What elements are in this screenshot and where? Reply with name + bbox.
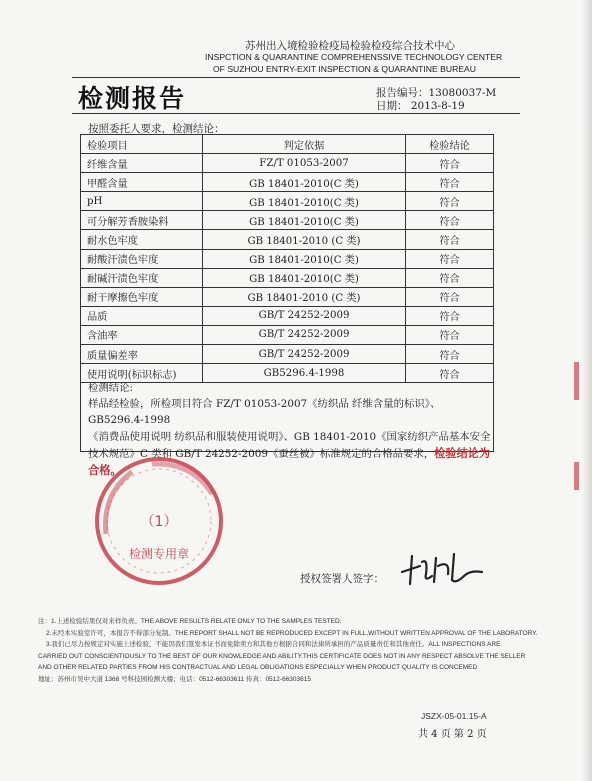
cell-item: 可分解芳香胺染料 [81,211,203,230]
cell-item: 使用说明(标识标志) [81,364,203,383]
note-line: 3.我们已尽力按规定对实施上述检验，不能因我们签发本证书而免除卖方和其他方根据合同和法律所承担的产品质量责任和其他责任。ALL INSPECTIONS ARE [46,641,501,648]
cell-result: 符合 [406,345,494,364]
cell-basis: GB 18401-2010(C 类) [203,249,406,268]
cell-item: 质量偏差率 [81,345,203,364]
cell-item: 纤维含量 [81,154,203,173]
cell-basis: GB 18401-2010(C 类) [203,173,406,192]
header-basis: 判定依据 [203,135,406,154]
cell-result: 符合 [406,325,494,344]
edge-stamp-mark [574,362,579,400]
conclusion-highlight: 检验结论为 [434,445,491,460]
table-row [81,306,494,325]
note-line: 注：1.上述检验结果仅对来样负责。THE ABOVE RESULTS RELATE ONLY TO THE SAMPLES TESTED. [38,618,342,625]
note-line: AND OTHER RELATED PARTIES FROM HIS CONTRACTUAL AND LEGAL OBLIGATIONS ESPECIALLY WHEN PRODUCT QUALITY IS CONCEMED [38,664,478,671]
signature-icon [398,548,490,588]
note-line: 地址：苏州市吴中大道 1368 号科技园检测大楼；电话：0512-66303611 传真：0512-66303615 [38,675,311,683]
table-row [81,287,494,306]
cell-basis: GB/T 24252-2009 [203,325,406,344]
cell-result: 符合 [406,287,494,306]
cell-item: 甲醛含量 [81,173,203,192]
cell-item: 耐干摩擦色牢度 [81,287,203,306]
table-row [81,211,494,230]
table-row [81,249,494,268]
note-line: CARRIED OUT CONSCIENTIOUSLY TO THE BEST OF OUR KNOWLEDGE AND ABILITY.THIS CERTIFICATE DOES NOT IN ANY RESPECT ABSOLVE THE SELLER [38,652,526,660]
conclusion-line-text: 技术规范》C 类和 GB/T 24252-2009《蚕丝被》标准规定的合格品要求， [88,447,435,460]
document-code: JSZX-05-01.15-A [421,711,487,721]
org-name-en-line1: INSPCTION & QUARANTINE COMPREHENSSIVE TECHNOLOGY CENTER [205,52,503,62]
cell-result: 符合 [406,154,494,173]
table-row [81,345,494,364]
cell-basis: GB 18401-2010 (C 类) [203,230,406,249]
report-number: 报告编号：13080037-M [376,87,497,99]
cell-result: 符合 [406,173,494,192]
report-date: 日期： 2013-8-19 [376,100,465,112]
table-row [81,230,494,249]
inspection-seal-icon [92,454,226,588]
cell-basis: GB/T 24252-2009 [203,345,406,364]
header-item: 检验项目 [81,135,203,154]
cell-item: 耐酸汗渍色牢度 [81,249,203,268]
cell-item: 含油率 [81,325,203,344]
conclusion-verdict: 合格。 [88,463,122,478]
cell-result: 符合 [406,268,494,287]
cell-result: 符合 [406,364,494,383]
note-line: 2.未经本实验室许可，本报告不得部分复制。THE REPORT SHALL NOT BE REPRODUCED EXCEPT IN FULL,WITHOUT WRITTEN APPROVAL OF THE LABORATORY. [46,629,538,637]
header-result: 检验结论 [406,135,494,154]
page-counter: 共 4 页 第 2 页 [418,729,487,740]
table-row [81,173,494,192]
cell-basis: GB5296.4-1998 [203,364,406,383]
edge-stamp-mark [574,462,579,490]
seal-bottom-text: 检测专用章 [128,547,190,561]
report-title: 检测报告 [78,84,187,113]
cell-result: 符合 [406,249,494,268]
org-name-en-line2: OF SUZHOU ENTRY-EXIT INSPECTION & QUARANTINE BUREAU [213,64,476,74]
cell-result: 符合 [406,306,494,325]
cell-result: 符合 [406,211,494,230]
title-rule [72,113,520,114]
notes-block [38,616,558,685]
cell-item: 品质 [81,306,203,325]
cell-result: 符合 [406,230,494,249]
cell-basis: GB 18401-2010(C 类) [203,268,406,287]
conclusion-line: 样品经检验，所检项目符合 FZ/T 01053-2007《纺织品 纤维含量的标识》、GB5296.4-1998 [88,398,441,427]
conclusion-heading: 检测结论: [88,382,134,394]
table-header-row [81,135,494,154]
org-name-cn: 苏州出入境检验检疫局检验检疫综合技术中心 [245,40,455,52]
cell-item: 耐水色牢度 [81,230,203,249]
table-row [81,154,494,173]
cell-basis: GB/T 24252-2009 [203,306,406,325]
cell-basis: GB 18401-2010(C 类) [203,192,406,211]
cell-item: 耐碱汗渍色牢度 [81,268,203,287]
table-row [81,192,494,211]
cell-basis: FZ/T 01053-2007 [203,154,406,173]
table-row [81,325,494,344]
cell-result: 符合 [406,192,494,211]
signatory-label: 授权签署人签字： [300,573,384,585]
cell-basis: GB 18401-2010 (C 类) [203,287,406,306]
seal-center-text: （1） [140,514,178,530]
results-table [80,134,494,383]
table-row [81,268,494,287]
intro-text: 按照委托人要求，检测结论： [88,123,225,135]
header-rule [72,77,520,78]
cell-item: pH [81,192,203,211]
page-edge-shadow [582,0,592,781]
cell-basis: GB 18401-2010(C 类) [203,211,406,230]
conclusion-line: 《消费品使用说明 纺织品和服装使用说明》、GB 18401-2010《国家纺织产品基本安全 [88,430,491,443]
